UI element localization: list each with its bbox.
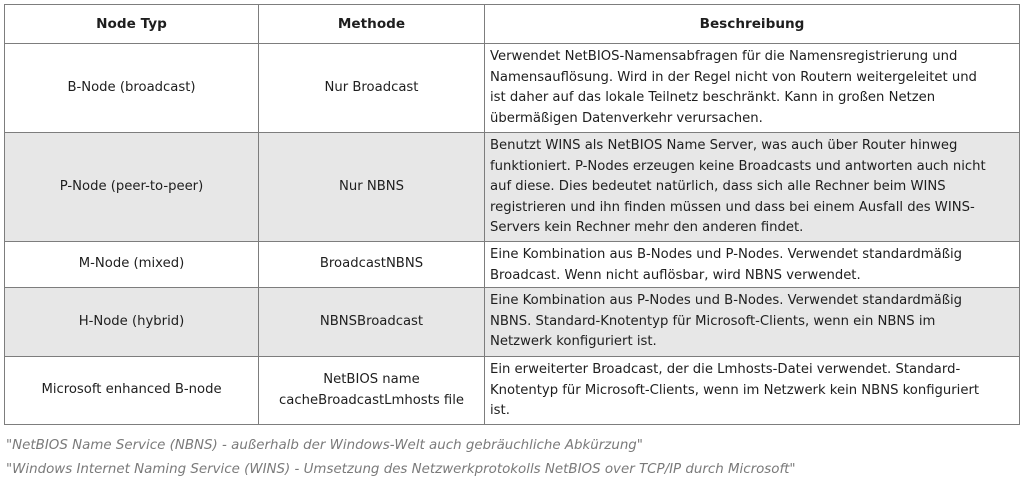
header-method: Methode	[259, 5, 485, 44]
description-cell	[485, 44, 1020, 133]
method-cell	[259, 357, 485, 425]
table-header-row	[5, 5, 1020, 44]
description-line: Netzwerk konfiguriert ist.	[490, 334, 657, 350]
header-description: Beschreibung	[485, 5, 1020, 44]
node-name-cell: Microsoft enhanced B-node	[5, 357, 259, 425]
header-node-type: Node Typ	[5, 5, 259, 44]
description-line: funktioniert. P-Nodes erzeugen keine Broadcasts und antworten auch nicht	[490, 158, 986, 174]
table-row	[5, 44, 1020, 133]
table-row	[5, 242, 1020, 288]
description-line: Eine Kombination aus B-Nodes und P-Nodes. Verwendet standardmäßig	[490, 247, 963, 262]
method-text: Nur Broadcast	[324, 79, 419, 95]
description-line: Verwendet NetBIOS-Namensabfragen für die Namensregistrierung und	[490, 49, 958, 64]
method-text: NetBIOS name	[323, 372, 420, 388]
method-cell	[259, 133, 485, 242]
node-name-cell: M-Node (mixed)	[5, 242, 259, 288]
method-cell	[259, 44, 485, 133]
description-line: übermäßigen Datenverkehr verursachen.	[490, 110, 763, 126]
description-line: Broadcast. Wenn nicht auflösbar, wird NBNS verwendet.	[490, 267, 861, 283]
description-cell	[485, 242, 1020, 288]
footnote-nbns: "NetBIOS Name Service (NBNS) - außerhalb der Windows-Welt auch gebräuchliche Abkürzung"	[6, 438, 643, 453]
method-text: Nur NBNS	[339, 178, 404, 194]
description-line: Eine Kombination aus P-Nodes und B-Nodes. Verwendet standardmäßig	[490, 293, 963, 309]
footnote-wins: "Windows Internet Naming Service (WINS) - Umsetzung des Netzwerkprotokolls NetBIOS over TCP/IP durch Microsoft"	[6, 462, 796, 477]
description-cell	[485, 288, 1020, 357]
table-row	[5, 288, 1020, 357]
description-line: ist.	[490, 403, 510, 419]
table-row	[5, 133, 1020, 242]
description-line: registrieren und ihn finden müssen und dass bei einem Ausfall des WINS-	[490, 199, 975, 215]
node-name-cell: H-Node (hybrid)	[5, 288, 259, 357]
description-line: Benutzt WINS als NetBIOS Name Server, was auch über Router hinweg	[490, 138, 958, 153]
table-row	[5, 357, 1020, 425]
description-cell	[485, 133, 1020, 242]
node-name-cell: P-Node (peer-to-peer)	[5, 133, 259, 242]
description-line: NBNS. Standard-Knotentyp für Microsoft-Clients, wenn ein NBNS im	[490, 313, 936, 329]
description-line: ist daher auf das lokale Teilnetz beschränkt. Kann in großen Netzen	[490, 90, 936, 106]
method-cell	[259, 242, 485, 288]
method-text: NBNSBroadcast	[319, 313, 424, 329]
method-cell	[259, 288, 485, 357]
node-name-cell: B-Node (broadcast)	[5, 44, 259, 133]
description-cell	[485, 357, 1020, 425]
method-text: BroadcastNBNS	[319, 256, 424, 272]
description-line: Ein erweiterter Broadcast, der die Lmhosts-Datei verwendet. Standard-	[490, 362, 961, 378]
method-text: cacheBroadcastLmhosts file	[279, 392, 464, 408]
description-line: Namensauflösung. Wird in der Regel nicht von Routern weitergeleitet und	[490, 69, 977, 85]
footnotes	[6, 434, 1016, 482]
description-line: auf diese. Dies bedeutet natürlich, dass sich alle Rechner beim WINS	[490, 179, 946, 195]
description-line: Knotentyp für Microsoft-Clients, wenn im Netzwerk kein NBNS konfiguriert	[490, 382, 980, 398]
description-line: Servers kein Rechner mehr den anderen findet.	[490, 220, 804, 236]
node-types-table	[4, 4, 1020, 425]
